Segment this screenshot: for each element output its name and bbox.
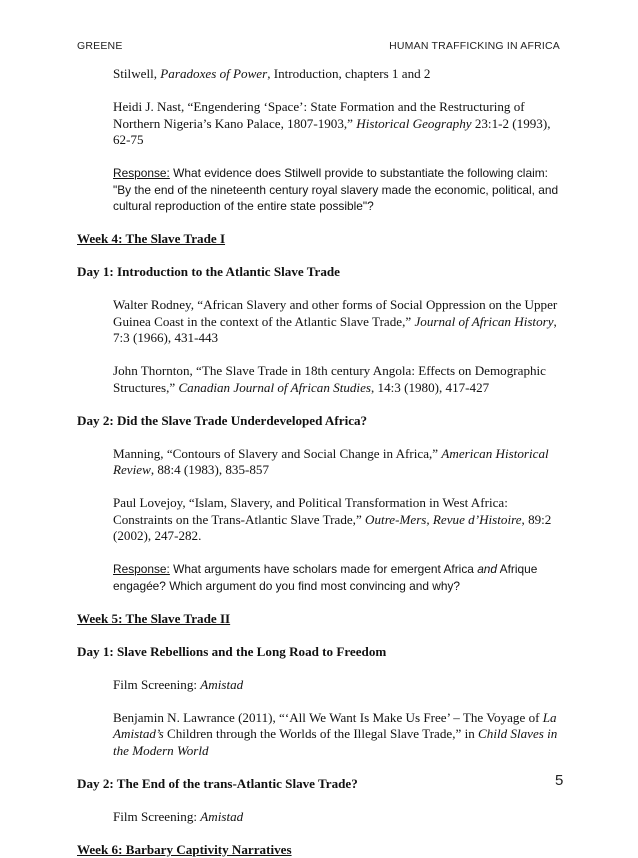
week-6-heading: Week 6: Barbary Captivity Narratives: [77, 842, 567, 858]
response-prompt-1: Response: What evidence does Stilwell provide to substantiate the following claim: "By the end of the nineteenth century royal slavery made the economic, political, and cultural reproduction of the entire state possible"?: [113, 165, 567, 215]
week-5-day-1-heading: Day 1: Slave Rebellions and the Long Road to Freedom: [77, 644, 567, 661]
reading-thornton: John Thornton, “The Slave Trade in 18th century Angola: Effects on Demographic Structures,” Canadian Journal of African Studies, 14:3 (1980), 417-427: [113, 363, 567, 396]
week-4-day-2-heading: Day 2: Did the Slave Trade Underdeveloped Africa?: [77, 413, 567, 430]
syllabus-body: [77, 66, 567, 858]
reading-lawrance: Benjamin N. Lawrance (2011), “‘All We Want Is Make Us Free’ – The Voyage of La Amistad’s Children through the Worlds of the Illegal Slave Trade,” in Child Slaves in the Modern World: [113, 710, 567, 760]
week-4-day-1-heading: Day 1: Introduction to the Atlantic Slave Trade: [77, 264, 567, 281]
reading-manning: Manning, “Contours of Slavery and Social Change in Africa,” American Historical Review, 88:4 (1983), 835-857: [113, 446, 567, 479]
reading-lovejoy: Paul Lovejoy, “Islam, Slavery, and Political Transformation in West Africa: Constraints on the Trans-Atlantic Slave Trade,” Outre-Mers, Revue d’Histoire, 89:2 (2002), 247-282.: [113, 495, 567, 545]
week-4-heading: Week 4: The Slave Trade I: [77, 231, 567, 248]
page-number: 5: [555, 772, 563, 789]
film-screening-amistad-2: Film Screening: Amistad: [113, 809, 567, 826]
reading-stilwell: Stilwell, Paradoxes of Power, Introduction, chapters 1 and 2: [113, 66, 567, 83]
week-5-heading: Week 5: The Slave Trade II: [77, 611, 567, 628]
running-header-title: HUMAN TRAFFICKING IN AFRICA: [389, 40, 560, 52]
running-header-author: GREENE: [77, 40, 123, 52]
film-screening-amistad-1: Film Screening: Amistad: [113, 677, 567, 694]
reading-nast: Heidi J. Nast, “Engendering ‘Space’: State Formation and the Restructuring of Northern Nigeria’s Kano Palace, 1807-1903,” Historical Geography 23:1-2 (1993), 62-75: [113, 99, 567, 149]
response-prompt-2: Response: What arguments have scholars made for emergent Africa and Afrique engagée? Which argument do you find most convincing and why?: [113, 561, 567, 594]
week-5-day-2-heading: Day 2: The End of the trans-Atlantic Slave Trade?: [77, 776, 567, 793]
reading-rodney: Walter Rodney, “African Slavery and other forms of Social Oppression on the Upper Guinea Coast in the context of the Atlantic Slave Trade,” Journal of African History, 7:3 (1966), 431-443: [113, 297, 567, 347]
